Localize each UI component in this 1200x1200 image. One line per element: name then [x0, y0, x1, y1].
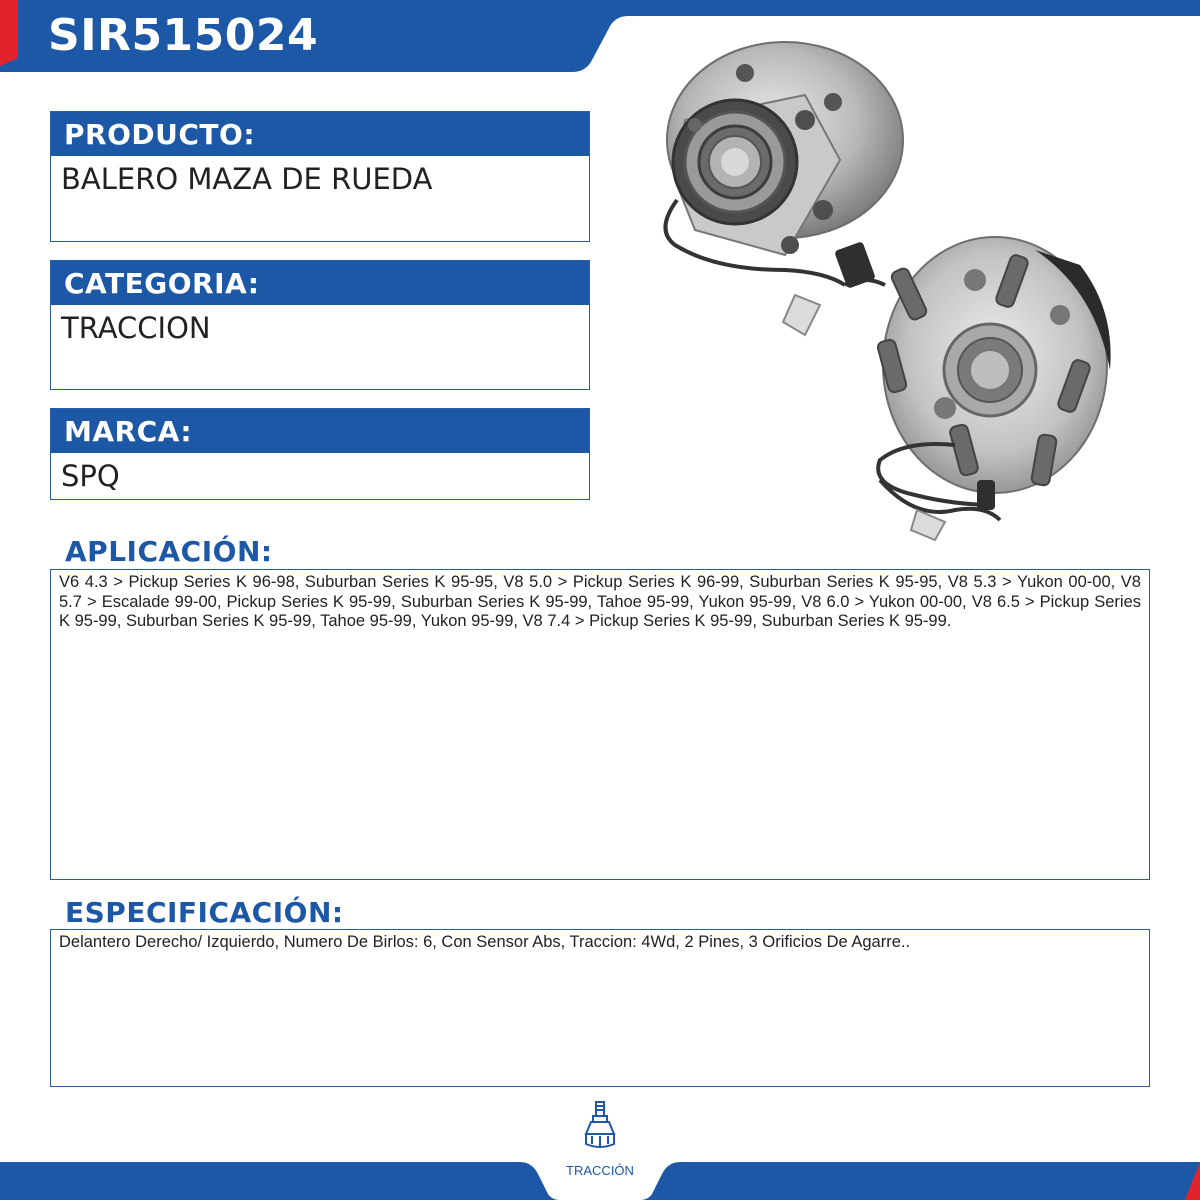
categoria-label: CATEGORIA: — [51, 261, 589, 305]
producto-label: PRODUCTO: — [51, 112, 589, 156]
marca-label: MARCA: — [51, 409, 589, 453]
producto-field — [50, 111, 590, 242]
aplicacion-text: V6 4.3 > Pickup Series K 96-98, Suburban Series K 95-95, V8 5.0 > Pickup Series K 96-99, Suburban Series K 95-95, V8 5.3 > Yukon 00-00, V8 5.7 > Escalade 99-00, Pickup Series K 95-99, Suburban Series K 95-99, Tahoe 95-99, Yukon 95-99, V8 6.0 > Yukon 00-00, V8 6.5 > Pickup Series K 95-99, Suburban Series K 95-99, Tahoe 95-99, Yukon 95-99, V8 7.4 > Pickup Series K 95-99, Suburban Series K 95-99. — [59, 573, 1141, 630]
footer-category-label: TRACCIÓN — [566, 1163, 634, 1178]
categoria-value: TRACCION — [61, 311, 211, 345]
cv-joint-icon — [580, 1100, 620, 1160]
especificacion-text: Delantero Derecho/ Izquierdo, Numero De Birlos: 6, Con Sensor Abs, Traccion: 4Wd, 2 Pines, 3 Orificios De Agarre.. — [59, 933, 911, 951]
aplicacion-box — [50, 569, 1150, 880]
part-number-title: SIR515024 — [48, 10, 319, 61]
categoria-field — [50, 260, 590, 390]
marca-value: SPQ — [61, 459, 120, 493]
aplicacion-title: APLICACIÓN: — [65, 535, 273, 568]
especificacion-title: ESPECIFICACIÓN: — [65, 896, 344, 929]
producto-value: BALERO MAZA DE RUEDA — [61, 162, 433, 196]
wheel-hub-image — [655, 40, 1125, 545]
marca-field — [50, 408, 590, 500]
especificacion-box — [50, 929, 1150, 1087]
